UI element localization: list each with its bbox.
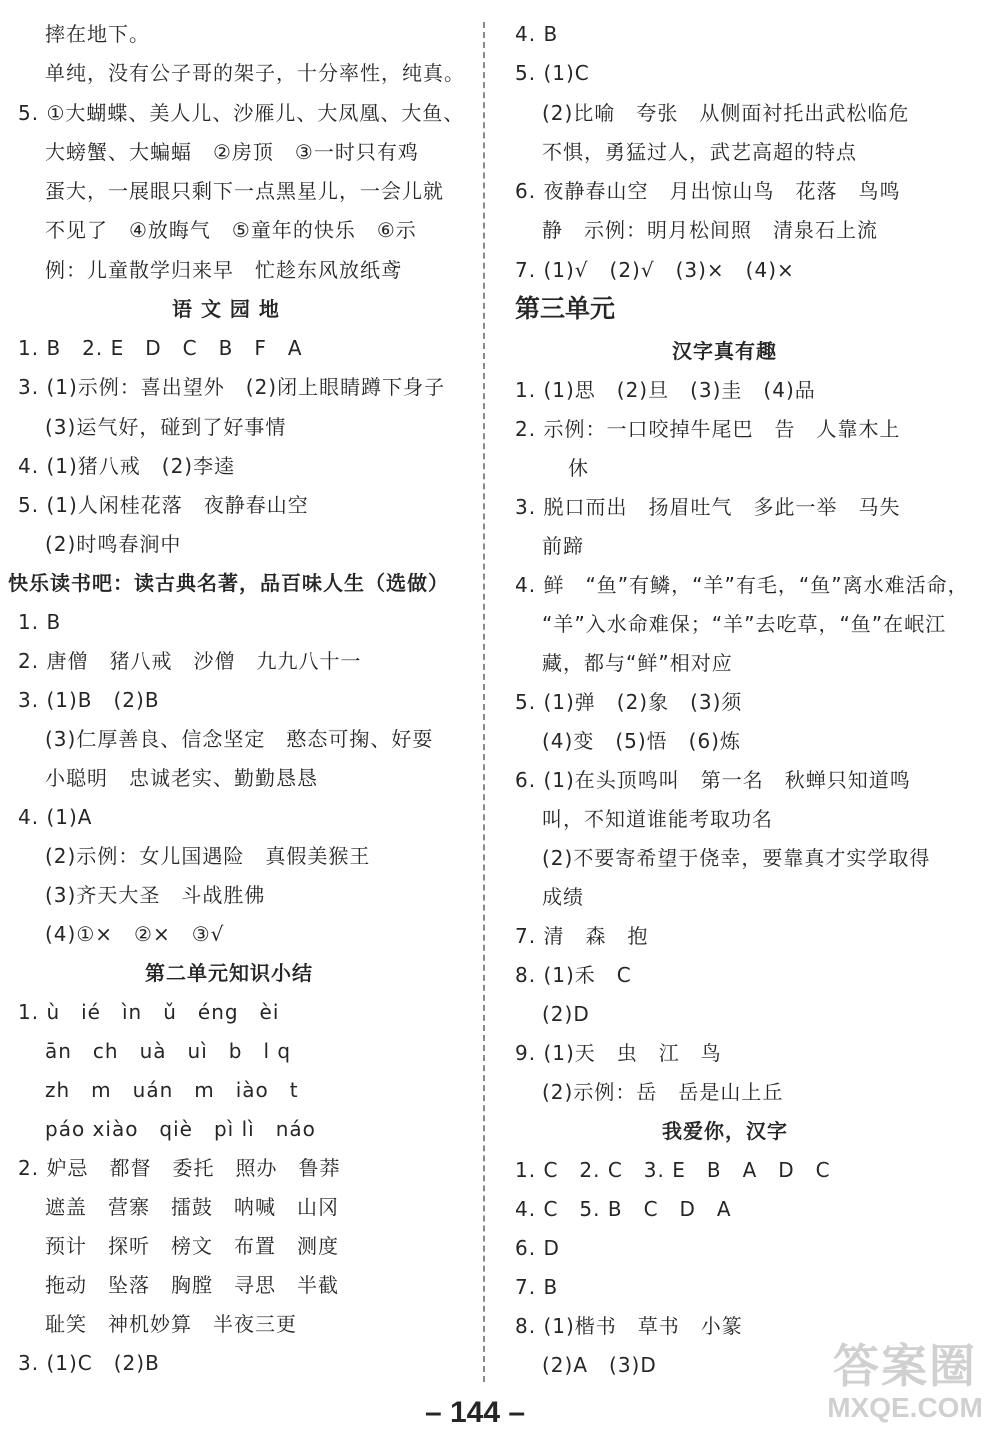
answer-line: 7. (1)√ (2)√ (3)× (4)× (515, 258, 795, 282)
answer-line: (2)不要寄希望于侥幸，要靠真才实学取得 (542, 846, 931, 870)
answer-line: 5. (1)C (515, 61, 590, 85)
answer-line: 4. C 5. B C D A (515, 1197, 732, 1221)
answer-line: 不惧，勇猛过人，武艺高超的特点 (542, 140, 857, 164)
section-heading: 汉字真有趣 (672, 339, 777, 363)
answer-line: 4. B (515, 22, 559, 46)
answer-line: “羊”入水命难保；“羊”去吃草，“鱼”在岷江 (542, 612, 947, 636)
answer-line: 3. (1)示例：喜出望外 (2)闭上眼睛蹲下身子 (18, 375, 446, 399)
answer-line: 预计 探听 榜文 布置 测度 (45, 1234, 339, 1258)
section-heading: 语 文 园 地 (172, 297, 280, 321)
page-number: – 144 – (424, 1396, 526, 1429)
answer-line: 2. 妒忌 都督 委托 照办 鲁莽 (18, 1156, 341, 1180)
answer-line: 休 (568, 456, 589, 480)
answer-line: 5. (1)人闲桂花落 夜静春山空 (18, 493, 309, 517)
answer-line: 静 示例：明月松间照 清泉石上流 (542, 218, 878, 242)
answer-line: ān ch uà uì b l q (45, 1039, 292, 1063)
answer-line: 4. 鲜 “鱼”有鳞，“羊”有毛，“鱼”离水难活命， (515, 573, 969, 597)
answer-line: 8. (1)禾 C (515, 963, 632, 987)
section-heading: 我爱你，汉字 (662, 1119, 788, 1143)
answer-line: 6. (1)在头顶鸣叫 第一名 秋蝉只知道鸣 (515, 768, 911, 792)
answer-line: 1. B 2. E D C B F A (18, 336, 303, 360)
answer-line: (2)D (542, 1002, 590, 1026)
answer-line: 3. (1)C (2)B (18, 1351, 160, 1375)
answer-line: 1. (1)思 (2)旦 (3)圭 (4)品 (515, 378, 816, 402)
answer-line: 4. (1)A (18, 805, 93, 829)
answer-line: 摔在地下。 (45, 22, 150, 46)
answer-line: 6. D (515, 1236, 560, 1260)
answer-line: 前蹄 (542, 534, 584, 558)
answer-line: (4)变 (5)悟 (6)炼 (542, 729, 741, 753)
column-divider (483, 22, 485, 1382)
section-heading: 第二单元知识小结 (145, 961, 313, 985)
answer-line: (3)齐天大圣 斗战胜佛 (45, 883, 266, 907)
watermark-url: MXQE.COM (827, 1392, 983, 1423)
answer-line: 例：儿童散学归来早 忙趁东风放纸鸢 (45, 258, 402, 282)
answer-line: (2)示例：岳 岳是山上丘 (542, 1080, 784, 1104)
answer-line: 8. (1)楷书 草书 小篆 (515, 1314, 743, 1338)
answer-line: 耻笑 神机妙算 半夜三更 (45, 1312, 297, 1336)
answer-line: 5. ①大蝴蝶、美人儿、沙雁儿、大凤凰、大鱼、 (18, 101, 465, 125)
answer-line: 5. (1)弹 (2)象 (3)须 (515, 690, 743, 714)
answer-line: (3)运气好，碰到了好事情 (45, 415, 287, 439)
answer-line: 拖动 坠落 胸膛 寻思 半截 (45, 1273, 339, 1297)
answer-line: 小聪明 忠诚老实、勤勤恳恳 (45, 766, 318, 790)
answer-line: 单纯，没有公子哥的架子，十分率性，纯真。 (45, 61, 465, 85)
answer-line: zh m uán m iào t (45, 1078, 299, 1102)
answer-line: 3. (1)B (2)B (18, 688, 160, 712)
answer-line: 1. B (18, 610, 62, 634)
section-heading: 快乐读书吧：读古典名著，品百味人生（选做） (8, 571, 449, 595)
answer-line: 遮盖 营寨 擂鼓 呐喊 山冈 (45, 1195, 339, 1219)
answer-line: (2)比喻 夸张 从侧面衬托出武松临危 (542, 101, 910, 125)
answer-line: páo xiào qiè pì lì náo (45, 1117, 316, 1141)
answer-line: (2)时鸣春涧中 (45, 532, 182, 556)
answer-line: (2)示例：女儿国遇险 真假美猴王 (45, 844, 371, 868)
answer-line: 3. 脱口而出 扬眉吐气 多此一举 马失 (515, 495, 901, 519)
watermark-logo (825, 1330, 995, 1435)
answer-line: 1. C 2. C 3. E B A D C (515, 1158, 831, 1182)
section-heading: 第三单元 (515, 294, 616, 323)
answer-line: 大螃蟹、大蝙蝠 ②房顶 ③一时只有鸡 (45, 140, 419, 164)
answer-line: (2)A (3)D (542, 1353, 657, 1377)
answer-line: 蛋大，一展眼只剩下一点黑星儿，一会儿就 (45, 179, 444, 203)
answer-line: (3)仁厚善良、信念坚定 憨态可掬、好耍 (45, 727, 434, 751)
answer-line: 6. 夜静春山空 月出惊山鸟 花落 鸟鸣 (515, 179, 901, 203)
answer-line: 叫，不知道谁能考取功名 (542, 807, 773, 831)
answer-line: 7. B (515, 1275, 559, 1299)
answer-line: 藏，都与“鲜”相对应 (542, 651, 733, 675)
answer-line: 4. (1)猪八戒 (2)李逵 (18, 454, 236, 478)
answer-line: (4)①× ②× ③√ (45, 922, 225, 946)
answer-line: 7. 清 森 抱 (515, 924, 649, 948)
watermark-text: 答案圈 (833, 1339, 977, 1393)
answer-line: 2. 唐僧 猪八戒 沙僧 九九八十一 (18, 649, 362, 673)
answer-line: 成绩 (542, 885, 584, 909)
answer-line: 2. 示例：一口咬掉牛尾巴 告 人靠木上 (515, 417, 901, 441)
answer-line: 不见了 ④放晦气 ⑤童年的快乐 ⑥示 (45, 218, 417, 242)
answer-line: 9. (1)天 虫 江 鸟 (515, 1041, 722, 1065)
answer-line: 1. ù ié ìn ǔ éng èi (18, 1000, 280, 1024)
